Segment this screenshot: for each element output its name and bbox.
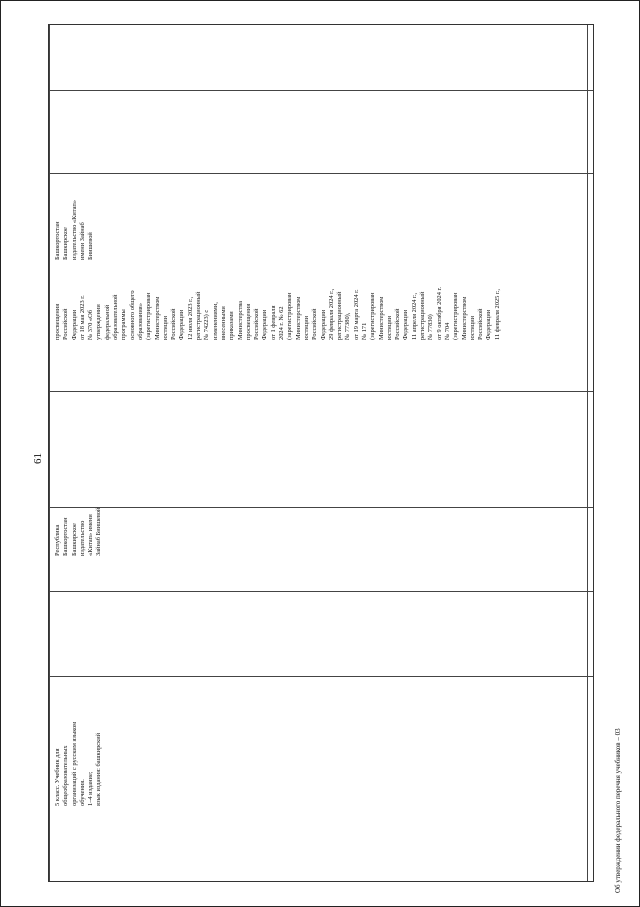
table-divider	[587, 25, 588, 881]
table-divider	[49, 507, 593, 508]
cell-publisher-alt: Башкортостан Башкирское издательство «Китап» имени Зайнаб Биишевой	[54, 200, 95, 260]
cell-textbook-description: 5 класс. Учебник для общеобразовательных организаций с русским языком обучения. 1–4 издание; язык издания: башкирский	[54, 721, 103, 806]
page-number: 61	[32, 453, 44, 464]
cell-legal-basis: просвещения Российской Федерации от 18 мая 2023 г. № 370 «Об утверждении федеральной образовательной программы основного общего образования» (зарегистрирован Министерством юстиции Российской Федерации 12 июля 2023 г., регистрационный № 74223) с изменениями, внесенными приказами Министерства просвещения Российской Федерации от 1 февраля 2024 г. № 62 (зарегистрирован Министерством юстиции Российской Федерации 29 февраля 2024 г., регистрационный № 77380), от 19 марта 2024 г. № 171 (зарегистрирован Министерством юстиции Российской Федерации 11 апреля 2024 г., регистрационный № 77830) от 9 октября 2024 г. № 704 (зарегистрирован Министерством юстиции Российской Федерации 11 февраля 2025 г.,	[54, 286, 501, 340]
table-divider	[49, 591, 593, 592]
page-footer: Об утверждении федерального перечня учебников – 03	[614, 728, 622, 893]
cell-publisher: Республика Башкортостан Башкирское издательство «Китап» имени Зайнаб Биишевой	[54, 507, 103, 556]
table-divider	[49, 391, 593, 392]
table-divider	[49, 676, 593, 677]
table-divider	[49, 25, 50, 881]
